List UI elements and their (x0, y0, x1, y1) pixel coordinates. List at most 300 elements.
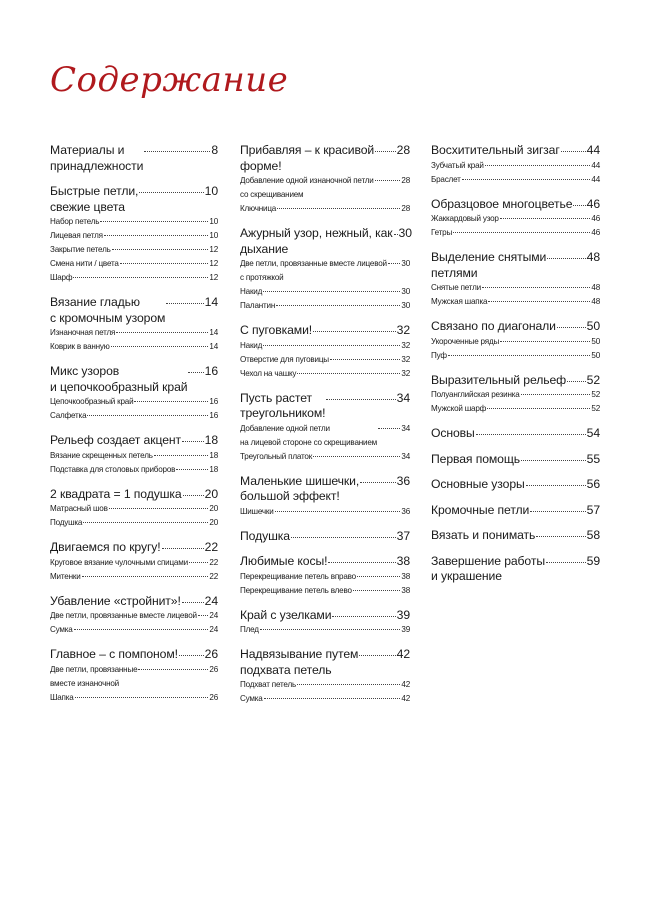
toc-subentry[interactable] (240, 678, 410, 692)
toc-entry-title-line: Вязание гладью (50, 295, 140, 309)
toc-entry-title (240, 570, 356, 584)
dot-leader (166, 303, 203, 304)
toc-chapter-entry[interactable] (431, 373, 600, 389)
toc-entry-title-line: форме! (240, 158, 282, 173)
toc-entry-title-line: Рельеф создает акцент (50, 433, 181, 447)
toc-chapter-entry[interactable] (431, 528, 600, 544)
dot-leader (487, 408, 590, 409)
dot-leader (328, 562, 395, 563)
toc-entry-title-line: Завершение работы (431, 553, 545, 568)
toc-entry-title-line: Подушка (240, 528, 290, 543)
toc-entry-title-line: и цепочкообразный край (50, 379, 188, 394)
toc-section (240, 143, 410, 216)
toc-section (431, 319, 600, 363)
toc-entry-title (431, 197, 572, 213)
page-number: 34 (401, 423, 410, 433)
toc-subentry[interactable] (431, 159, 600, 173)
dot-leader (111, 346, 209, 347)
toc-entry-title (50, 326, 115, 340)
toc-section (50, 487, 218, 531)
toc-subentry[interactable] (431, 349, 600, 363)
dot-leader (179, 655, 204, 656)
toc-entry-title-line: Основы (431, 426, 475, 440)
dot-leader (275, 511, 401, 512)
page-number: 39 (396, 607, 410, 622)
toc-entry-title-line: Гетры (431, 228, 453, 237)
toc-entry-title-line: Жаккардовый узор (431, 214, 499, 223)
dot-leader (176, 469, 208, 470)
toc-subentry[interactable] (431, 402, 600, 416)
dot-leader (100, 221, 208, 222)
toc-entry-title-line: Вязать и понимать (431, 528, 536, 542)
toc-entry-title-line: Сумка (50, 625, 73, 634)
page-number: 55 (586, 451, 600, 466)
toc-subentry[interactable] (431, 281, 600, 295)
toc-entry-title-line: Коврик в ванную (50, 342, 110, 351)
toc-entry-title (50, 647, 178, 663)
toc-section (431, 426, 600, 442)
page-number: 12 (209, 273, 218, 282)
toc-entry-title (240, 450, 312, 464)
dot-leader (521, 394, 591, 395)
toc-entry-title-line: и украшение (431, 569, 502, 583)
toc-entry-title (240, 608, 331, 624)
toc-entry-title-line: Выразительный рельеф (431, 372, 567, 387)
page-number: 30 (401, 287, 410, 296)
toc-entry-title-line: дыхание (240, 241, 289, 256)
page-number: 34 (396, 390, 410, 405)
toc-entry-title-line: Кромочные петли (431, 502, 530, 517)
toc-subentry[interactable] (50, 243, 218, 257)
toc-chapter-entry[interactable] (50, 647, 218, 663)
dot-leader (313, 331, 396, 332)
toc-entry-title-line: 2 квадрата = 1 подушка (50, 486, 182, 501)
toc-entry-title-line: треугольником! (240, 406, 326, 420)
toc-entry-title (240, 323, 312, 339)
toc-section (431, 250, 600, 309)
dot-leader (154, 455, 209, 456)
dot-leader (83, 522, 208, 523)
toc-chapter-entry[interactable] (240, 226, 410, 257)
dot-leader (530, 511, 585, 512)
dot-leader (394, 234, 398, 235)
toc-subentry[interactable] (50, 463, 218, 477)
toc-entry-title-line: принадлежности (50, 158, 144, 173)
toc-entry-title-line: вместе изнаночной (50, 678, 119, 688)
toc-entry-title-line: Отверстие для пуговицы (240, 354, 329, 364)
toc-subentry[interactable] (50, 395, 218, 409)
page-number: 34 (401, 451, 410, 461)
toc-entry-title-line: Зубчатый край (431, 160, 484, 170)
toc-entry-title (431, 452, 520, 468)
toc-subentry[interactable] (50, 326, 218, 340)
toc-subentry[interactable] (50, 409, 218, 423)
toc-entry-title-line: С пуговками! (240, 323, 313, 337)
toc-entry-title (240, 505, 274, 519)
toc-section (240, 226, 410, 313)
toc-section (240, 391, 410, 464)
toc-section (431, 477, 600, 493)
toc-chapter-entry[interactable] (240, 554, 410, 570)
page-number: 44 (591, 160, 600, 170)
toc-entry-title-line: Две петли, провязанные вместе лицевой (50, 611, 197, 620)
dot-leader (120, 263, 209, 264)
toc-subentry[interactable] (240, 299, 410, 313)
toc-chapter-entry[interactable] (431, 250, 600, 281)
toc-entry-title-line: Цепочкообразный край (50, 397, 134, 406)
toc-subentry[interactable] (240, 174, 410, 202)
page-number: 28 (396, 143, 410, 157)
toc-entry-title (50, 433, 181, 449)
toc-section (240, 554, 410, 598)
toc-chapter-entry[interactable] (50, 295, 218, 326)
toc-subentry[interactable] (431, 173, 600, 187)
toc-subentry[interactable] (431, 212, 600, 226)
toc-entry-title (50, 691, 74, 705)
dot-leader (547, 258, 585, 259)
page-number: 32 (401, 368, 410, 378)
toc-chapter-entry[interactable] (50, 487, 218, 503)
toc-entry-title (431, 477, 525, 493)
toc-entry-title-line: Микс узоров (50, 364, 120, 378)
dot-leader (453, 232, 590, 233)
dot-leader (536, 536, 585, 537)
toc-entry-title (50, 463, 175, 477)
dot-leader (263, 291, 400, 292)
toc-entry-title (431, 426, 475, 442)
page-number: 54 (586, 426, 600, 440)
toc-subentry[interactable] (240, 202, 410, 216)
toc-entry-title-line: Быстрые петли, (50, 184, 139, 198)
toc-entry-title (240, 529, 290, 545)
toc-chapter-entry[interactable] (50, 184, 218, 215)
toc-subentry[interactable] (240, 285, 410, 299)
dot-leader (360, 482, 395, 483)
page-number: 52 (591, 390, 600, 399)
toc-section (431, 143, 600, 187)
toc-chapter-entry[interactable] (431, 503, 600, 519)
toc-section (240, 529, 410, 545)
toc-entry-title (240, 174, 374, 202)
toc-entry-title (50, 570, 81, 584)
toc-entry-title (50, 609, 197, 623)
dot-leader (375, 180, 401, 181)
toc-entry-title-line: подхвата петель (240, 662, 332, 677)
dot-leader (378, 428, 400, 429)
dot-leader (198, 615, 209, 616)
toc-subentry[interactable] (240, 692, 410, 706)
toc-entry-title-line: Мужская шапка (431, 297, 488, 306)
dot-leader (476, 434, 586, 435)
toc-section (431, 452, 600, 468)
toc-entry-title (50, 215, 99, 229)
toc-chapter-entry[interactable] (240, 529, 410, 545)
dot-leader (73, 277, 208, 278)
toc-chapter-entry[interactable] (50, 594, 218, 610)
toc-entry-title (431, 226, 452, 240)
page-number: 10 (209, 217, 218, 226)
toc-entry-title-line: Связано по диагонали (431, 319, 556, 333)
toc-chapter-entry[interactable] (431, 197, 600, 213)
dot-leader (182, 602, 204, 603)
toc-entry-title (50, 395, 133, 409)
toc-entry-title-line: Образцовое многоцветье (431, 196, 573, 211)
toc-entry-title-line: Набор петель (50, 217, 100, 226)
page-number: 28 (401, 204, 410, 213)
toc-subentry[interactable] (240, 450, 410, 464)
dot-leader (500, 218, 591, 219)
dot-leader (74, 629, 209, 630)
page-number: 26 (209, 692, 218, 702)
toc-entry-title-line: Пусть растет (240, 390, 312, 405)
page-title: Содержание (50, 60, 289, 100)
toc-entry-title (431, 503, 529, 519)
page-number: 32 (401, 340, 410, 350)
dot-leader (134, 401, 208, 402)
dot-leader (573, 205, 585, 206)
toc-subentry[interactable] (240, 505, 410, 519)
dot-leader (291, 537, 396, 538)
dot-leader (276, 305, 400, 306)
toc-section (431, 197, 600, 241)
toc-subentry[interactable] (50, 215, 218, 229)
page-number: 16 (204, 364, 218, 378)
toc-entry-title (240, 285, 262, 299)
page-number: 24 (204, 593, 218, 608)
dot-leader (104, 235, 209, 236)
toc-chapter-entry[interactable] (50, 364, 218, 395)
page-number: 22 (209, 557, 218, 567)
toc-subentry[interactable] (50, 229, 218, 243)
toc-entry-title (431, 143, 560, 159)
page-number: 12 (209, 245, 218, 254)
toc-entry-title-line: Добавление одной петли (240, 423, 330, 433)
toc-chapter-entry[interactable] (240, 391, 410, 422)
toc-entry-title-line: Первая помощь (431, 451, 521, 466)
toc-column-2 (240, 143, 410, 716)
toc-entry-title (431, 295, 487, 309)
page-number: 24 (209, 625, 218, 634)
toc-entry-title (50, 143, 143, 174)
page-number: 22 (204, 540, 218, 554)
toc-entry-title (50, 663, 137, 691)
toc-chapter-entry[interactable] (240, 474, 410, 505)
toc-subentry[interactable] (50, 691, 218, 705)
toc-chapter-entry[interactable] (240, 608, 410, 624)
dot-leader (357, 576, 400, 577)
toc-entry-title-line: Восхитительный зигзаг (431, 143, 560, 157)
toc-entry-title-line: Ажурный узор, нежный, как (240, 226, 393, 240)
dot-leader (332, 616, 395, 617)
dot-leader (485, 165, 591, 166)
toc-section (240, 647, 410, 706)
page-number: 32 (396, 323, 410, 337)
page-number: 16 (209, 397, 218, 406)
page-number: 50 (586, 319, 600, 333)
toc-entry-title-line: Маленькие шишечки, (240, 473, 360, 488)
dot-leader (109, 508, 209, 509)
toc-entry-title-line: Вязание скрещенных петель (50, 450, 153, 460)
toc-entry-title (240, 299, 275, 313)
toc-entry-title (431, 173, 461, 187)
toc-entry-title (240, 353, 329, 367)
dot-leader (264, 698, 401, 699)
toc-subentry[interactable] (50, 556, 218, 570)
toc-entry-title (50, 487, 182, 503)
toc-subentry[interactable] (431, 295, 600, 309)
page-number: 38 (401, 585, 410, 595)
toc-subentry[interactable] (50, 449, 218, 463)
toc-subentry[interactable] (50, 623, 218, 637)
dot-leader (189, 562, 209, 563)
toc-section (431, 373, 600, 417)
toc-entry-title (431, 281, 481, 295)
toc-entry-title-line: большой эффект! (240, 489, 340, 503)
page-number: 57 (586, 502, 600, 517)
toc-entry-title (431, 212, 499, 226)
toc-subentry[interactable] (50, 271, 218, 285)
toc-chapter-entry[interactable] (50, 143, 218, 174)
page-number: 42 (401, 680, 410, 689)
dot-leader (82, 576, 209, 577)
toc-subentry[interactable] (50, 502, 218, 516)
dot-leader (375, 151, 396, 152)
toc-entry-title-line: на лицевой стороне со скрещиванием (240, 437, 378, 447)
toc-entry-title (50, 229, 103, 243)
dot-leader (359, 655, 395, 656)
toc-entry-title (431, 250, 546, 281)
page-number: 50 (591, 350, 600, 360)
toc-chapter-entry[interactable] (431, 554, 600, 585)
page-number: 52 (586, 372, 600, 387)
toc-entry-title (240, 474, 359, 505)
toc-entry-title (240, 339, 262, 353)
page-number: 20 (204, 486, 218, 501)
page-number: 59 (586, 553, 600, 568)
toc-subentry[interactable] (240, 339, 410, 353)
toc-entry-title-line: со скрещиванием (240, 190, 304, 199)
toc-entry-title (50, 271, 72, 285)
toc-subentry[interactable] (50, 340, 218, 354)
toc-entry-title (240, 647, 358, 678)
toc-entry-title (431, 388, 520, 402)
toc-chapter-entry[interactable] (240, 323, 410, 339)
toc-entry-title-line: Салфетка (50, 411, 87, 420)
toc-chapter-entry[interactable] (431, 426, 600, 442)
dot-leader (326, 399, 395, 400)
toc-entry-title-line: Надвязывание путем (240, 647, 359, 661)
toc-entry-title-line: Любимые косы! (240, 554, 328, 568)
dot-leader (313, 456, 400, 457)
toc-entry-title-line: Добавление одной изнаночной петли (240, 176, 374, 185)
page-number: 22 (209, 571, 218, 581)
toc-entry-title-line: Перекрещивание петель влево (240, 585, 352, 595)
page-number: 42 (396, 647, 410, 661)
page-number: 52 (591, 404, 600, 413)
toc-subentry[interactable] (240, 422, 410, 450)
toc-entry-title-line: Подставка для столовых приборов (50, 464, 176, 474)
toc-subentry[interactable] (50, 609, 218, 623)
page-number: 36 (396, 473, 410, 488)
page-number: 18 (204, 433, 218, 447)
toc-entry-title (50, 623, 73, 637)
toc-chapter-entry[interactable] (431, 477, 600, 493)
toc-chapter-entry[interactable] (240, 143, 410, 174)
dot-leader (546, 562, 586, 563)
toc-entry-title-line: Сумка (240, 694, 263, 703)
toc-section (240, 474, 410, 519)
toc-entry-title-line: Полуанглийская резинка (431, 390, 520, 399)
page-number: 30 (398, 226, 412, 240)
toc-subentry[interactable] (431, 388, 600, 402)
toc-entry-title (50, 340, 110, 354)
page-number: 14 (204, 295, 218, 309)
toc-subentry[interactable] (240, 257, 410, 285)
page-number: 26 (204, 647, 218, 661)
toc-entry-title-line: Перекрещивание петель вправо (240, 571, 356, 581)
toc-entry-title-line: Основные узоры (431, 477, 525, 491)
page-number: 46 (586, 196, 600, 211)
toc-entry-title (431, 528, 535, 544)
dot-leader (139, 192, 203, 193)
toc-entry-title-line: Изнаночная петля (50, 328, 116, 337)
toc-subentry[interactable] (240, 367, 410, 381)
toc-chapter-entry[interactable] (431, 319, 600, 335)
toc-entry-title-line: Укороченные ряды (431, 336, 500, 346)
page-number: 20 (209, 504, 218, 513)
toc-entry-title-line: Смена нити / цвета (50, 259, 119, 268)
page-number: 10 (204, 184, 218, 198)
page-number: 32 (401, 354, 410, 364)
toc-subentry[interactable] (240, 353, 410, 367)
toc-entry-title (50, 540, 161, 556)
toc-chapter-entry[interactable] (50, 540, 218, 556)
toc-entry-title-line: Закрытие петель (50, 245, 111, 254)
toc-entry-title (50, 243, 111, 257)
toc-entry-title (240, 692, 263, 706)
toc-entry-title-line: Две петли, провязанные (50, 664, 138, 674)
toc-subentry[interactable] (50, 257, 218, 271)
toc-entry-title-line: Убавление «стройнит»! (50, 593, 181, 608)
dot-leader (297, 373, 400, 374)
toc-entry-title (240, 367, 296, 381)
toc-chapter-entry[interactable] (431, 143, 600, 159)
toc-subentry[interactable] (50, 663, 218, 691)
toc-subentry[interactable] (50, 570, 218, 584)
toc-entry-title-line: Подушка (50, 518, 83, 527)
toc-section (240, 608, 410, 638)
dot-leader (138, 669, 208, 670)
toc-chapter-entry[interactable] (50, 433, 218, 449)
toc-entry-title (50, 364, 187, 395)
toc-entry-title (431, 335, 499, 349)
page-number: 20 (209, 518, 218, 527)
toc-chapter-entry[interactable] (431, 452, 600, 468)
toc-entry-title (431, 319, 556, 335)
toc-subentry[interactable] (240, 584, 410, 598)
toc-entry-title (50, 409, 86, 423)
toc-subentry[interactable] (50, 516, 218, 530)
page-number: 30 (401, 301, 410, 310)
toc-subentry[interactable] (431, 335, 600, 349)
toc-subentry[interactable] (240, 570, 410, 584)
page-number: 36 (401, 506, 410, 516)
toc-chapter-entry[interactable] (240, 647, 410, 678)
toc-subentry[interactable] (240, 623, 410, 637)
toc-subentry[interactable] (431, 226, 600, 240)
toc-entry-title (431, 402, 486, 416)
page-number: 38 (396, 554, 410, 568)
